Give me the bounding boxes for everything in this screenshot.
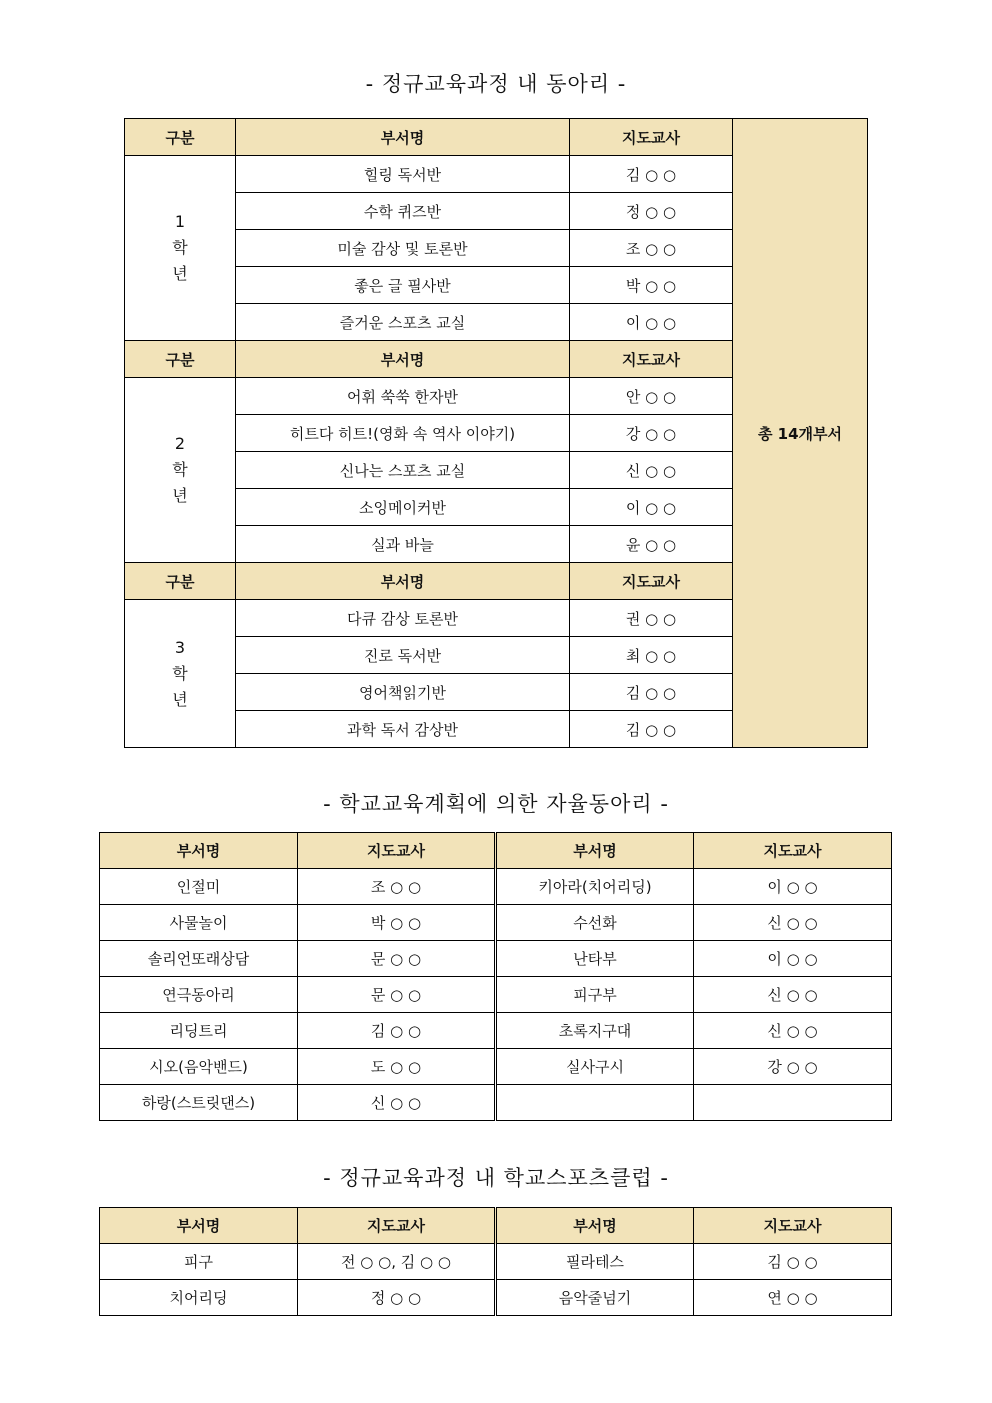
dept-name: 신나는 스포츠 교실 xyxy=(236,452,570,489)
dept-name: 사물놀이 xyxy=(100,905,298,941)
teacher-name: 박 ○ ○ xyxy=(570,267,733,304)
dept-name: 음악줄넘기 xyxy=(496,1280,694,1316)
dept-name: 시오(음악밴드) xyxy=(100,1049,298,1085)
table-row xyxy=(100,1049,892,1085)
dept-name: 난타부 xyxy=(496,941,694,977)
header-dept: 부서명 xyxy=(236,119,570,156)
grade-number: 1 xyxy=(174,212,186,231)
table-row xyxy=(100,1013,892,1049)
dept-name: 즐거운 스포츠 교실 xyxy=(236,304,570,341)
header-teacher: 지도교사 xyxy=(298,833,496,869)
header-category: 구분 xyxy=(125,341,236,378)
header-dept: 부서명 xyxy=(496,1208,694,1244)
header-category: 구분 xyxy=(125,119,236,156)
dept-name: 필라테스 xyxy=(496,1244,694,1280)
teacher-name: 김 ○ ○ xyxy=(570,156,733,193)
header-category: 구분 xyxy=(125,563,236,600)
dept-name xyxy=(496,1085,694,1121)
teacher-name: 신 ○ ○ xyxy=(570,452,733,489)
dept-name: 실과 바늘 xyxy=(236,526,570,563)
dept-name: 피구부 xyxy=(496,977,694,1013)
dept-name: 진로 독서반 xyxy=(236,637,570,674)
teacher-name: 정 ○ ○ xyxy=(570,193,733,230)
dept-name: 초록지구대 xyxy=(496,1013,694,1049)
dept-name: 미술 감상 및 토론반 xyxy=(236,230,570,267)
dept-name: 어휘 쑥쑥 한자반 xyxy=(236,378,570,415)
teacher-name: 김 ○ ○ xyxy=(694,1244,892,1280)
teacher-name: 도 ○ ○ xyxy=(298,1049,496,1085)
teacher-name: 최 ○ ○ xyxy=(570,637,733,674)
teacher-name: 문 ○ ○ xyxy=(298,941,496,977)
grade-nyeon: 년 xyxy=(172,689,188,709)
teacher-name: 신 ○ ○ xyxy=(694,1013,892,1049)
table-row xyxy=(100,977,892,1013)
grade-number: 3 xyxy=(174,637,186,657)
dept-name: 하랑(스트릿댄스) xyxy=(100,1085,298,1121)
table-row xyxy=(100,869,892,905)
teacher-name: 강 ○ ○ xyxy=(694,1049,892,1085)
dept-name: 치어리딩 xyxy=(100,1280,298,1316)
teacher-name: 김 ○ ○ xyxy=(298,1013,496,1049)
teacher-name: 이 ○ ○ xyxy=(570,304,733,341)
teacher-name: 김 ○ ○ xyxy=(570,674,733,711)
grade-nyeon: 년 xyxy=(172,264,188,283)
grade-hak: 학 xyxy=(172,663,188,683)
header-teacher: 지도교사 xyxy=(570,563,733,600)
grade-2-label xyxy=(125,378,236,563)
section3-title: - 정규교육과정 내 학교스포츠클럽 - xyxy=(323,1166,669,1190)
section1-title: - 정규교육과정 내 동아리 - xyxy=(365,72,627,96)
header-dept: 부서명 xyxy=(100,1208,298,1244)
dept-name: 연극동아리 xyxy=(100,977,298,1013)
dept-name: 키아라(치어리딩) xyxy=(496,869,694,905)
teacher-name: 강 ○ ○ xyxy=(570,415,733,452)
teacher-name: 신 ○ ○ xyxy=(694,905,892,941)
header-teacher: 지도교사 xyxy=(298,1208,496,1244)
dept-name: 리딩트리 xyxy=(100,1013,298,1049)
table-row xyxy=(100,1280,892,1316)
teacher-name: 김 ○ ○ xyxy=(570,711,733,748)
teacher-name: 권 ○ ○ xyxy=(570,600,733,637)
grade-number: 2 xyxy=(174,434,186,453)
dept-name: 과학 독서 감상반 xyxy=(236,711,570,748)
regular-club-table xyxy=(124,118,868,748)
dept-name: 힐링 독서반 xyxy=(236,156,570,193)
teacher-name xyxy=(694,1085,892,1121)
sports-club-table xyxy=(99,1207,892,1316)
teacher-name: 문 ○ ○ xyxy=(298,977,496,1013)
teacher-name: 조 ○ ○ xyxy=(298,869,496,905)
dept-name: 솔리언또래상담 xyxy=(100,941,298,977)
header-dept: 부서명 xyxy=(236,563,570,600)
dept-name: 히트다 히트!(영화 속 역사 이야기) xyxy=(236,415,570,452)
teacher-name: 이 ○ ○ xyxy=(694,869,892,905)
section2-title: - 학교교육계획에 의한 자율동아리 - xyxy=(323,792,669,816)
header-teacher: 지도교사 xyxy=(694,833,892,869)
table-header-row xyxy=(125,119,868,156)
teacher-name: 정 ○ ○ xyxy=(298,1280,496,1316)
dept-name: 다큐 감상 토론반 xyxy=(236,600,570,637)
autonomous-club-table xyxy=(99,832,892,1121)
teacher-name: 이 ○ ○ xyxy=(694,941,892,977)
grade-3-label xyxy=(125,600,236,748)
teacher-name: 전 ○ ○, 김 ○ ○ xyxy=(298,1244,496,1280)
teacher-name: 윤 ○ ○ xyxy=(570,526,733,563)
teacher-name: 박 ○ ○ xyxy=(298,905,496,941)
dept-name: 좋은 글 필사반 xyxy=(236,267,570,304)
dept-name: 영어책읽기반 xyxy=(236,674,570,711)
header-dept: 부서명 xyxy=(236,341,570,378)
teacher-name: 연 ○ ○ xyxy=(694,1280,892,1316)
table-row xyxy=(100,1244,892,1280)
dept-name: 실사구시 xyxy=(496,1049,694,1085)
teacher-name: 조 ○ ○ xyxy=(570,230,733,267)
header-teacher: 지도교사 xyxy=(570,341,733,378)
dept-name: 소잉메이커반 xyxy=(236,489,570,526)
table-row xyxy=(100,905,892,941)
table-row xyxy=(100,1085,892,1121)
grade-1-label xyxy=(125,156,236,341)
table-header-row xyxy=(100,833,892,869)
total-count: 총 14개부서 xyxy=(733,119,868,748)
dept-name: 피구 xyxy=(100,1244,298,1280)
header-dept: 부서명 xyxy=(496,833,694,869)
dept-name: 수학 퀴즈반 xyxy=(236,193,570,230)
table-header-row xyxy=(100,1208,892,1244)
table-row xyxy=(100,941,892,977)
grade-hak: 학 xyxy=(172,238,188,257)
header-dept: 부서명 xyxy=(100,833,298,869)
teacher-name: 안 ○ ○ xyxy=(570,378,733,415)
dept-name: 수선화 xyxy=(496,905,694,941)
teacher-name: 이 ○ ○ xyxy=(570,489,733,526)
header-teacher: 지도교사 xyxy=(694,1208,892,1244)
dept-name: 인절미 xyxy=(100,869,298,905)
grade-hak: 학 xyxy=(172,460,188,479)
grade-nyeon: 년 xyxy=(172,486,188,505)
teacher-name: 신 ○ ○ xyxy=(694,977,892,1013)
header-teacher: 지도교사 xyxy=(570,119,733,156)
teacher-name: 신 ○ ○ xyxy=(298,1085,496,1121)
